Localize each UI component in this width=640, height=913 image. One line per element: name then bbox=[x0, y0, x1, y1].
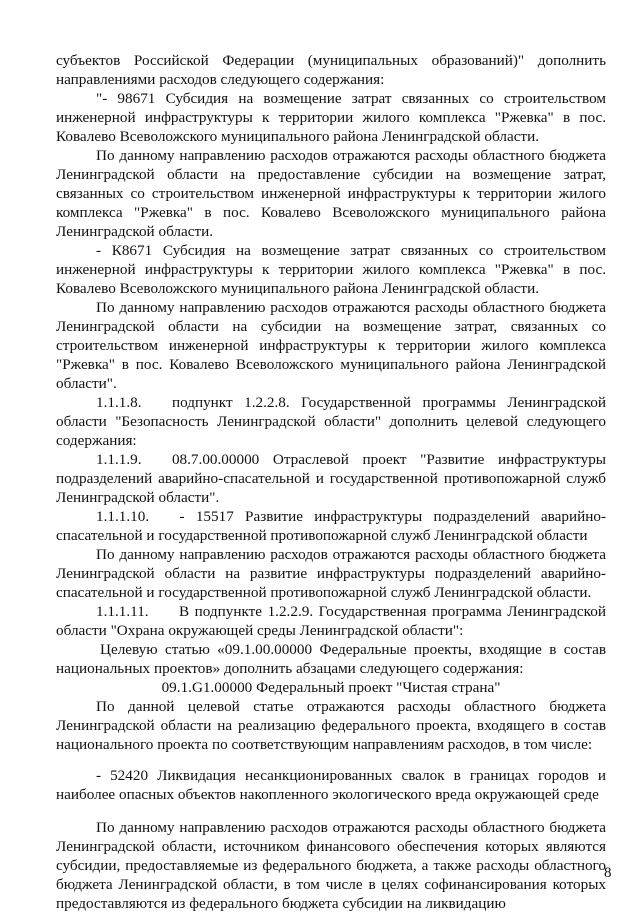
paragraph: 1.1.1.8. подпункт 1.2.2.8. Государственной программы Ленинградской области "Безопасность Ленинградской области" дополнить целевой следующего содержания: bbox=[56, 394, 606, 449]
paragraph: - К8671 Субсидия на возмещение затрат связанных со строительством инженерной инфраструктуры к территории жилого комплекса "Ржевка" в пос. Ковалево Всеволожского муниципального района Ленинградской области. bbox=[56, 242, 606, 297]
paragraph: 09.1.G1.00000 Федеральный проект "Чистая страна" bbox=[161, 679, 501, 696]
paragraph: По данному направлению расходов отражаются расходы областного бюджета Ленинградской области на субсидии на возмещение затрат, связанных со строительством инженерной инфраструктуры к территории жилого комплекса "Ржевка" в пос. Ковалево Всеволожского муниципального района Ленинградской области". bbox=[56, 299, 606, 392]
paragraph: По данному направлению расходов отражаются расходы областного бюджета Ленинградской области, источником финансового обеспечения которых являются субсидии, предоставляемые из федерального бюджета, а также расходы областного бюджета Ленинградской области, в том числе в целях софинансирования которых предоставляются из федерального бюджета субсидии на ликвидацию bbox=[56, 819, 606, 912]
paragraph: Целевую статью «09.1.00.00000 Федеральные проекты, входящие в состав национальных проектов» дополнить абзацами следующего содержания: bbox=[56, 641, 606, 677]
paragraph: "- 98671 Субсидия на возмещение затрат связанных со строительством инженерной инфраструктуры к территории жилого комплекса "Ржевка" в пос. Ковалево Всеволожского муниципального района Ленинградской области. bbox=[56, 90, 606, 145]
spacer bbox=[56, 804, 606, 818]
paragraph: 1.1.1.10. - 15517 Развитие инфраструктуры подразделений аварийно-спасательной и государственной противопожарной служб Ленинградской области bbox=[56, 508, 606, 544]
paragraph: По данному направлению расходов отражаются расходы областного бюджета Ленинградской области на предоставление субсидии на возмещение затрат, связанных со строительством инженерной инфраструктуры к территории жилого комплекса "Ржевка" в пос. Ковалево Всеволожского муниципального района Ленинградской области. bbox=[56, 147, 606, 240]
paragraph: 1.1.1.11. В подпункте 1.2.2.9. Государственная программа Ленинградской области "Охрана окружающей среды Ленинградской области": bbox=[56, 603, 606, 639]
paragraph: - 52420 Ликвидация несанкционированных свалок в границах городов и наиболее опасных объектов накопленного экологического вреда окружающей среде bbox=[56, 767, 606, 803]
page-number: 8 bbox=[604, 865, 612, 881]
document-body bbox=[56, 51, 606, 913]
spacer bbox=[56, 754, 606, 766]
paragraph: По данной целевой статье отражаются расходы областного бюджета Ленинградской области на реализацию федерального проекта, входящего в состав национального проекта по соответствующим направлениям расходов, в том числе: bbox=[56, 698, 606, 753]
paragraph: По данному направлению расходов отражаются расходы областного бюджета Ленинградской области на развитие инфраструктуры подразделений аварийно-спасательной и государственной противопожарной служб Ленинградской области. bbox=[56, 546, 606, 601]
paragraph: субъектов Российской Федерации (муниципальных образований)" дополнить направлениями расходов следующего содержания: bbox=[56, 52, 606, 88]
paragraph: 1.1.1.9. 08.7.00.00000 Отраслевой проект "Развитие инфраструктуры подразделений аварийно-спасательной и государственной противопожарной служб Ленинградской области". bbox=[56, 451, 606, 506]
